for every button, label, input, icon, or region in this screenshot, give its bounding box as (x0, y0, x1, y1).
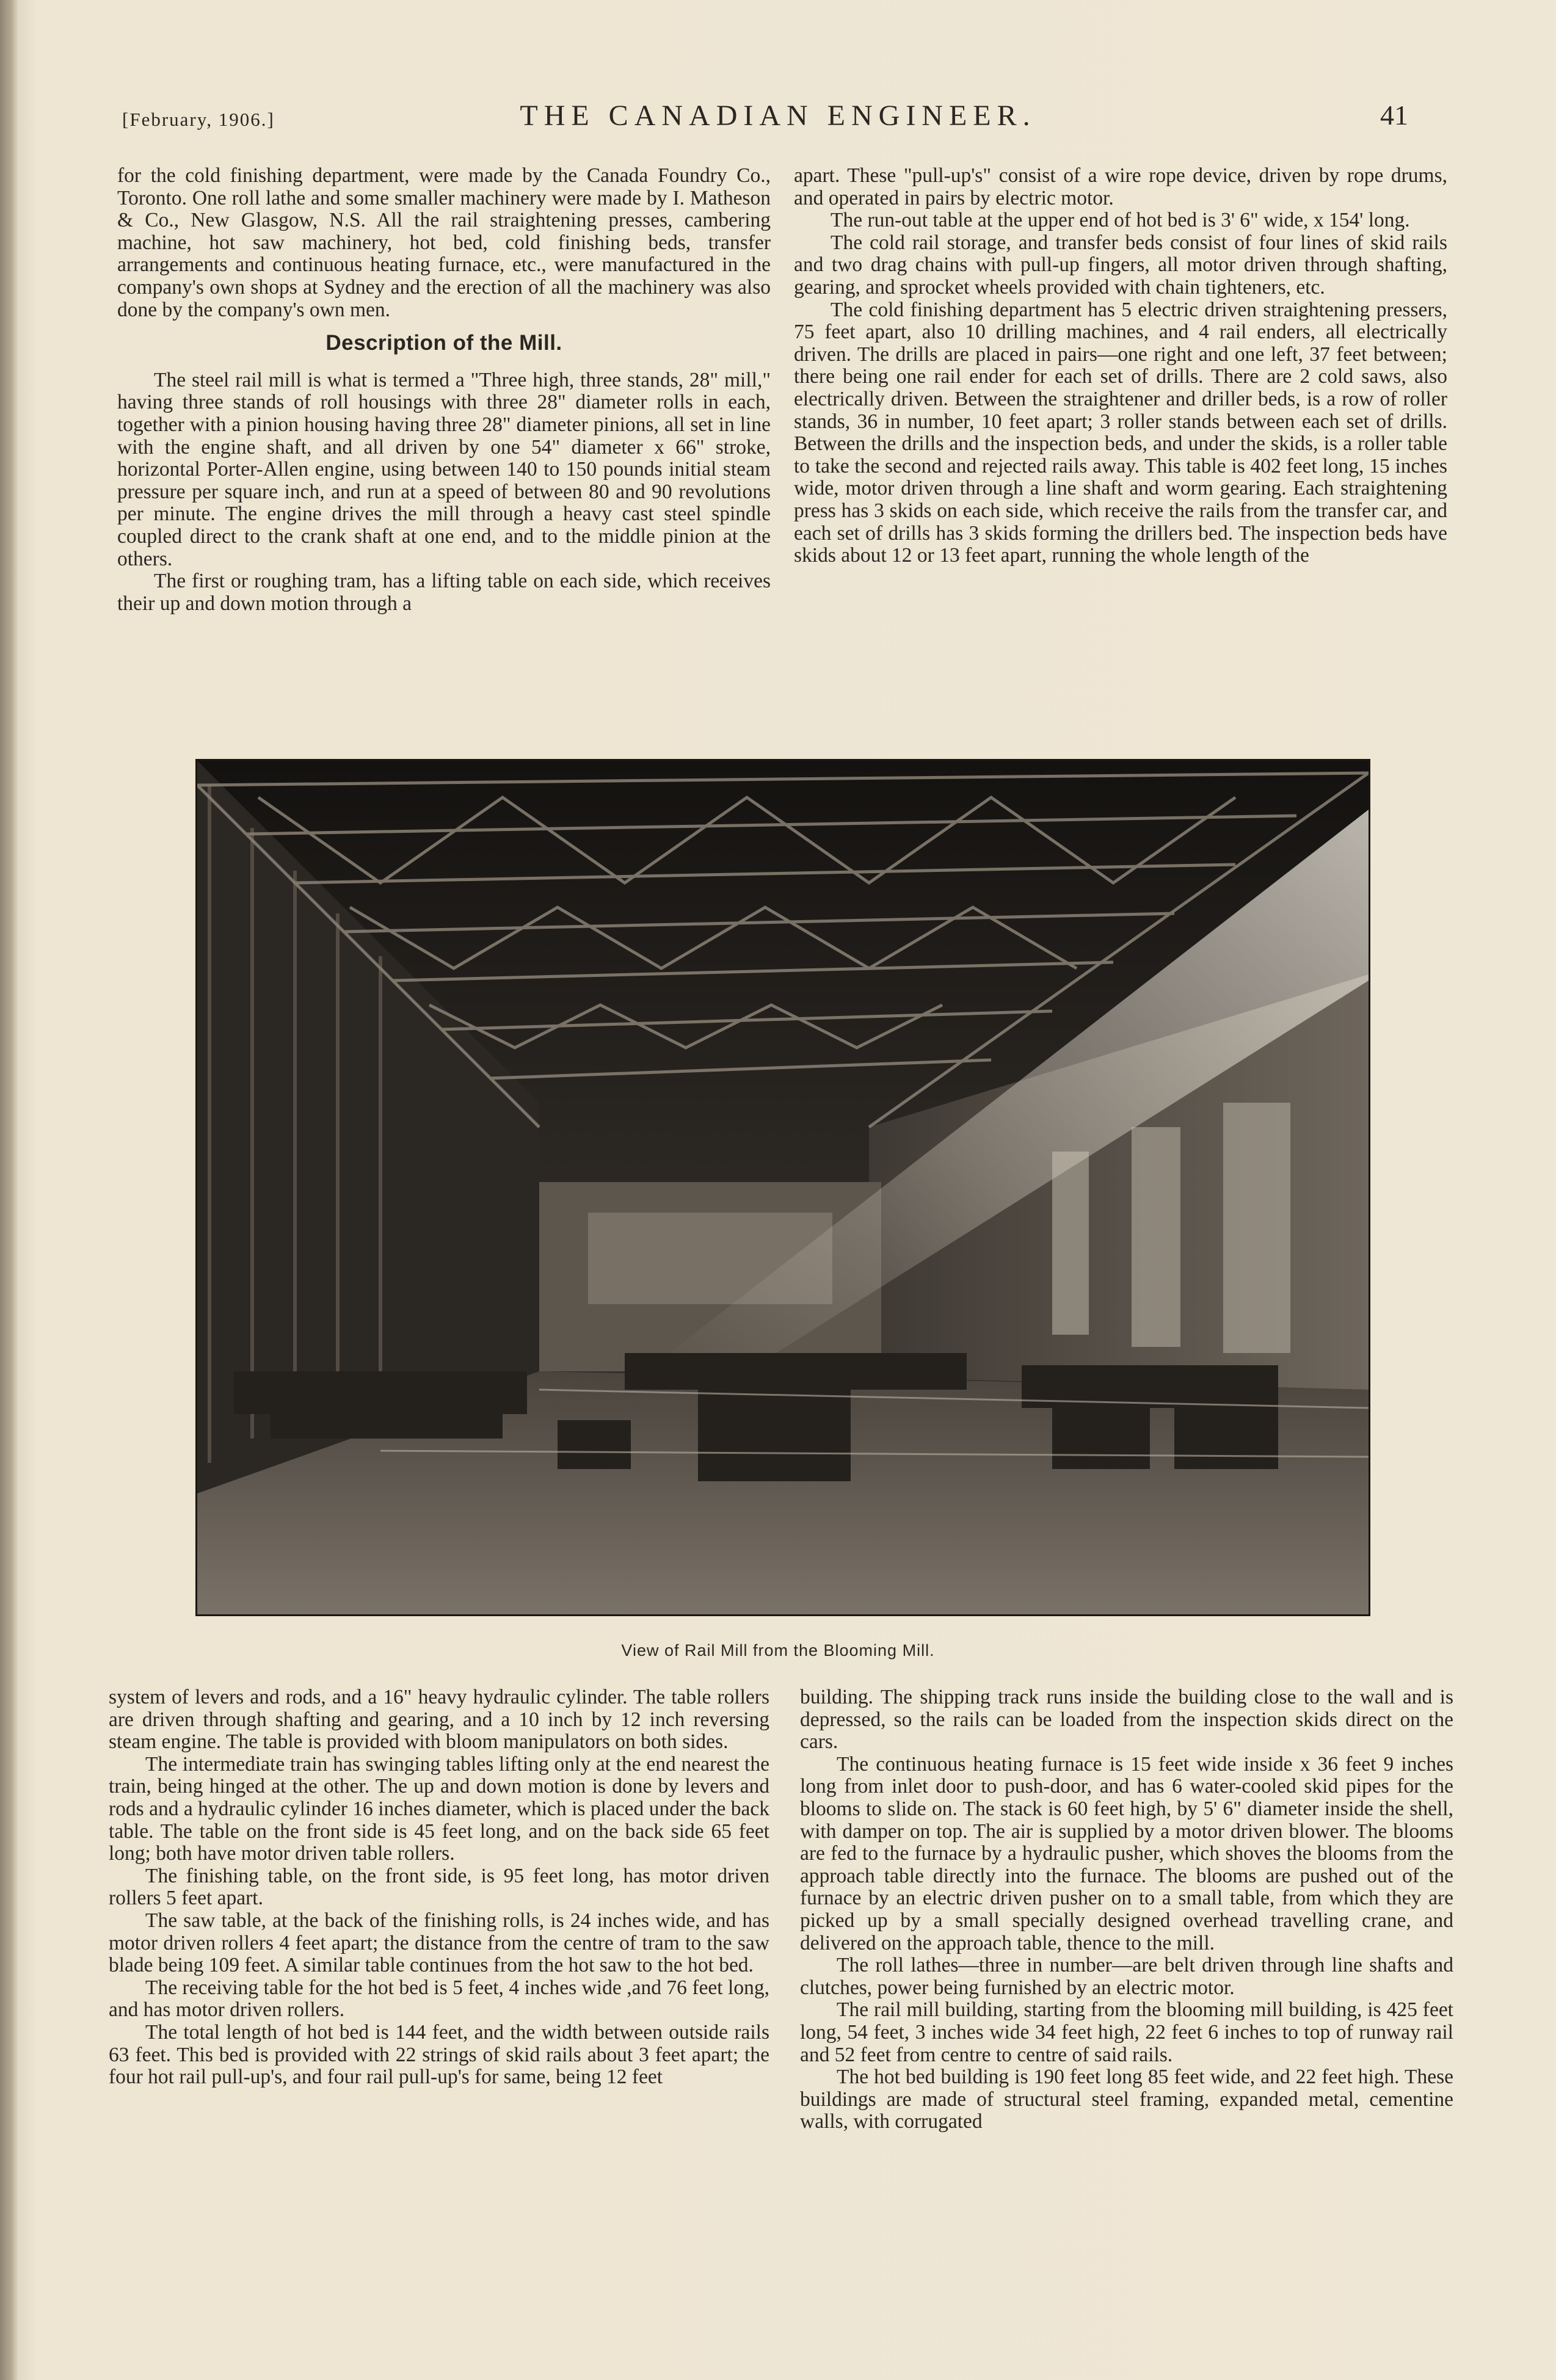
paragraph: for the cold finishing department, were made by the Canada Foundry Co., Toronto. One roll lathe and some smaller machinery were made by I. Matheson & Co., New Glasgow, N.S. All the rail straightening presses, cambering machine, hot saw machinery, hot bed, cold finishing beds, transfer arrangements and continuous heating furnace, etc., were manufactured in the company's own shops at Sydney and the erection of all the machinery was also done by the company's own men. (117, 164, 771, 321)
section-heading: Description of the Mill. (325, 331, 562, 355)
paragraph: The cold finishing department has 5 electric driven straightening pressers, 75 feet apart, also 10 drilling machines, and 4 rail enders, all electrically driven. The drills are placed in pairs—one right and one left, 37 feet between; there being one rail ender for each set of drills. There are 2 cold saws, also electrically driven. Between the straightener and driller beds, is a row of roller stands, 36 in number, 10 feet apart; 3 roller stands between each set of drills. Between the drills and the inspection beds, and under the skids, is a roller table to take the second and rejected rails away. This table is 402 feet long, 15 inches wide, motor driven through a line shaft and worm gearing. Each straightening press has 3 skids on each side, which receive the rails from the transfer car, and each set of drills has 3 skids forming the drillers bed. The inspection beds have skids about 12 or 13 feet apart, running the whole length of the (794, 298, 1447, 567)
paragraph: The roll lathes—three in number—are belt driven through line shafts and clutches, power being furnished by an electric motor. (800, 1954, 1453, 1999)
paragraph: The first or roughing tram, has a lifting table on each side, which receives their up and down motion through a (117, 570, 771, 615)
column-top-right (794, 165, 1447, 567)
paragraph: building. The shipping track runs inside the building close to the wall and is depressed, so the rails can be loaded from the inspection skids direct on the cars. (800, 1686, 1453, 1754)
paragraph: The finishing table, on the front side, is 95 feet long, has motor driven rollers 5 feet apart. (109, 1864, 769, 1910)
issue-date: [February, 1906.] (122, 109, 275, 130)
paragraph: system of levers and rods, and a 16" heavy hydraulic cylinder. The table rollers are driven through shafting and gearing, and a 10 inch by 12 inch reversing steam engine. The table is provided with bloom manipulators on both sides. (109, 1686, 769, 1754)
paragraph: The steel rail mill is what is termed a "Three high, three stands, 28" mill," having three stands of roll housings with three 28" diameter rolls in each, together with a pinion housing having three 28" diameter pinions, all set in line with the engine shaft, and all driven by one 54" diameter x 66" stroke, horizontal Porter-Allen engine, using between 140 to 150 pounds initial steam pressure per square inch, and run at a speed of between 80 and 90 revolutions per minute. The engine drives the mill through a heavy cast steel spindle coupled direct to the crank shaft at one end, and to the middle pinion at the others. (117, 368, 771, 570)
paragraph: The continuous heating furnace is 15 feet wide inside x 36 feet 9 inches long from inlet door to push-door, and has 6 water-cooled skid pipes for the blooms to slide on. The stack is 60 feet high, by 5' 6" diameter inside the shell, with damper on top. The air is supplied by a motor driven blower. The blooms are fed to the furnace by a hydraulic pusher, which shoves the blooms from the approach table directly into the furnace. The blooms are pushed out of the furnace by an electric driven pusher on to a small table, from which they are picked up by a small specially designed overhead travelling crane, and delivered on the approach table, thence to the mill. (800, 1752, 1453, 1954)
column-bottom-right (800, 1686, 1453, 2133)
column-bottom-left (109, 1686, 769, 2089)
paragraph: The rail mill building, starting from the blooming mill building, is 425 feet long, 54 feet, 3 inches wide 34 feet high, 22 feet 6 inches to top of runway rail and 52 feet from centre to centre of said rails. (800, 1998, 1453, 2066)
paragraph: The total length of hot bed is 144 feet, and the width between outside rails 63 feet. This bed is provided with 22 strings of skid rails about 3 feet apart; the four hot rail pull-up's, and four rail pull-up's for same, being 12 feet (109, 2020, 769, 2089)
page-number: 41 (1380, 100, 1408, 131)
photo-illustration (197, 761, 1369, 1614)
paragraph: The run-out table at the upper end of hot bed is 3' 6" wide, x 154' long. (831, 209, 1410, 232)
paragraph: The cold rail storage, and transfer beds consist of four lines of skid rails and two drag chains with pull-up fingers, all motor driven through shafting, gearing, and sprocket wheels provided with chain tighteners, etc. (794, 231, 1447, 299)
column-top-left (117, 165, 771, 615)
figure-caption: View of Rail Mill from the Blooming Mill. (621, 1641, 935, 1660)
paragraph: The receiving table for the hot bed is 5 feet, 4 inches wide ,and 76 feet long, and has motor driven rollers. (109, 1976, 769, 2022)
paragraph: The saw table, at the back of the finishing rolls, is 24 inches wide, and has motor driven rollers 4 feet apart; the distance from the centre of tram to the saw blade being 109 feet. A similar table continues from the hot saw to the hot bed. (109, 1909, 769, 1977)
rail-mill-photograph (195, 759, 1370, 1616)
paragraph: The hot bed building is 190 feet long 85 feet wide, and 22 feet high. These buildings are made of structural steel framing, expanded metal, cementine walls, with corrugated (800, 2066, 1453, 2133)
journal-title: THE CANADIAN ENGINEER. (520, 100, 1036, 132)
paragraph: apart. These "pull-up's" consist of a wire rope device, driven by rope drums, and operated in pairs by electric motor. (794, 164, 1447, 209)
paragraph: The intermediate train has swinging tables lifting only at the end nearest the train, being hinged at the other. The up and down motion is done by levers and rods and a hydraulic cylinder 16 inches diameter, which is placed under the back table. The table on the front side is 45 feet long, and on the back side 65 feet long; both have motor driven table rollers. (109, 1752, 769, 1865)
binding-shadow (0, 0, 18, 2380)
page-header (0, 92, 1556, 140)
